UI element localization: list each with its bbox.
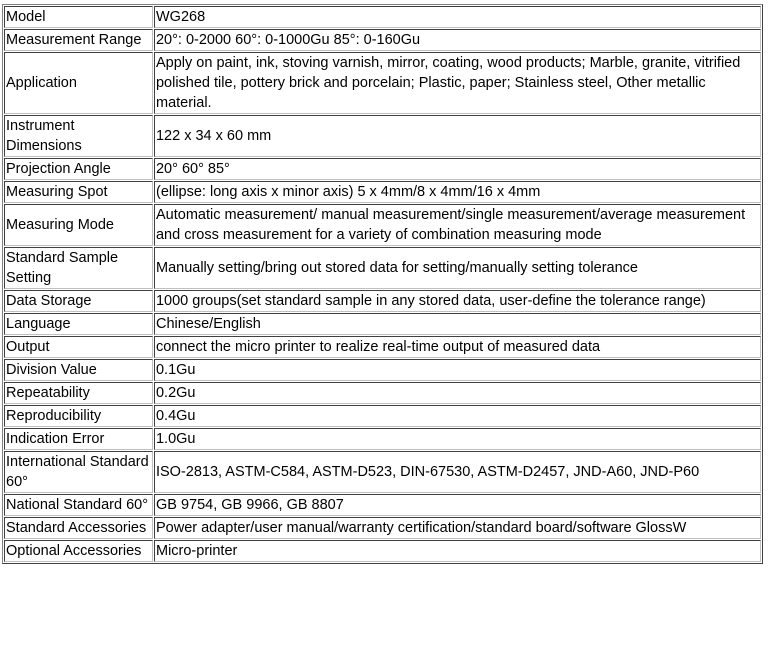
row-label: Standard Accessories [4,517,153,539]
table-row [4,428,761,450]
row-value: 0.1Gu [154,359,761,381]
row-value: Automatic measurement/ manual measurement/single measurement/average measurement and cross measurement for a variety of combination measuring mode [154,204,761,246]
row-label: Standard Sample Setting [4,247,153,289]
row-value: 1000 groups(set standard sample in any stored data, user-define the tolerance range) [154,290,761,312]
row-label: Optional Accessories [4,540,153,562]
row-value: Power adapter/user manual/warranty certification/standard board/software GlossW [154,517,761,539]
table-row [4,6,761,28]
row-label: Instrument Dimensions [4,115,153,157]
table-row [4,336,761,358]
row-value: WG268 [154,6,761,28]
table-row [4,451,761,493]
table-row [4,52,761,114]
table-row [4,313,761,335]
row-label: Measuring Spot [4,181,153,203]
table-row [4,540,761,562]
table-row [4,204,761,246]
table-row [4,405,761,427]
table-row [4,517,761,539]
table-row [4,115,761,157]
row-value: 20°: 0-2000 60°: 0-1000Gu 85°: 0-160Gu [154,29,761,51]
row-value: connect the micro printer to realize real-time output of measured data [154,336,761,358]
row-value: 0.2Gu [154,382,761,404]
table-row [4,290,761,312]
table-row [4,359,761,381]
row-label: Measuring Mode [4,204,153,246]
row-value: GB 9754, GB 9966, GB 8807 [154,494,761,516]
row-label: National Standard 60° [4,494,153,516]
row-value: 122 x 34 x 60 mm [154,115,761,157]
row-label: Language [4,313,153,335]
row-value: 20° 60° 85° [154,158,761,180]
row-label: Data Storage [4,290,153,312]
table-row [4,247,761,289]
row-value: Micro-printer [154,540,761,562]
table-row [4,29,761,51]
row-label: Application [4,52,153,114]
row-value: Chinese/English [154,313,761,335]
row-value: (ellipse: long axis x minor axis) 5 x 4mm/8 x 4mm/16 x 4mm [154,181,761,203]
row-label: Reproducibility [4,405,153,427]
row-label: Projection Angle [4,158,153,180]
table-row [4,158,761,180]
row-value: ISO-2813, ASTM-C584, ASTM-D523, DIN-67530, ASTM-D2457, JND-A60, JND-P60 [154,451,761,493]
table-row [4,494,761,516]
row-label: Division Value [4,359,153,381]
row-label: International Standard 60° [4,451,153,493]
row-label: Indication Error [4,428,153,450]
row-label: Model [4,6,153,28]
row-value: Manually setting/bring out stored data for setting/manually setting tolerance [154,247,761,289]
spec-table [2,4,763,564]
row-value: 0.4Gu [154,405,761,427]
table-row [4,382,761,404]
row-value: 1.0Gu [154,428,761,450]
row-value: Apply on paint, ink, stoving varnish, mirror, coating, wood products; Marble, granite, vitrified polished tile, pottery brick and porcelain; Plastic, paper; Stainless steel, Other metallic material. [154,52,761,114]
row-label: Measurement Range [4,29,153,51]
row-label: Repeatability [4,382,153,404]
row-label: Output [4,336,153,358]
table-row [4,181,761,203]
